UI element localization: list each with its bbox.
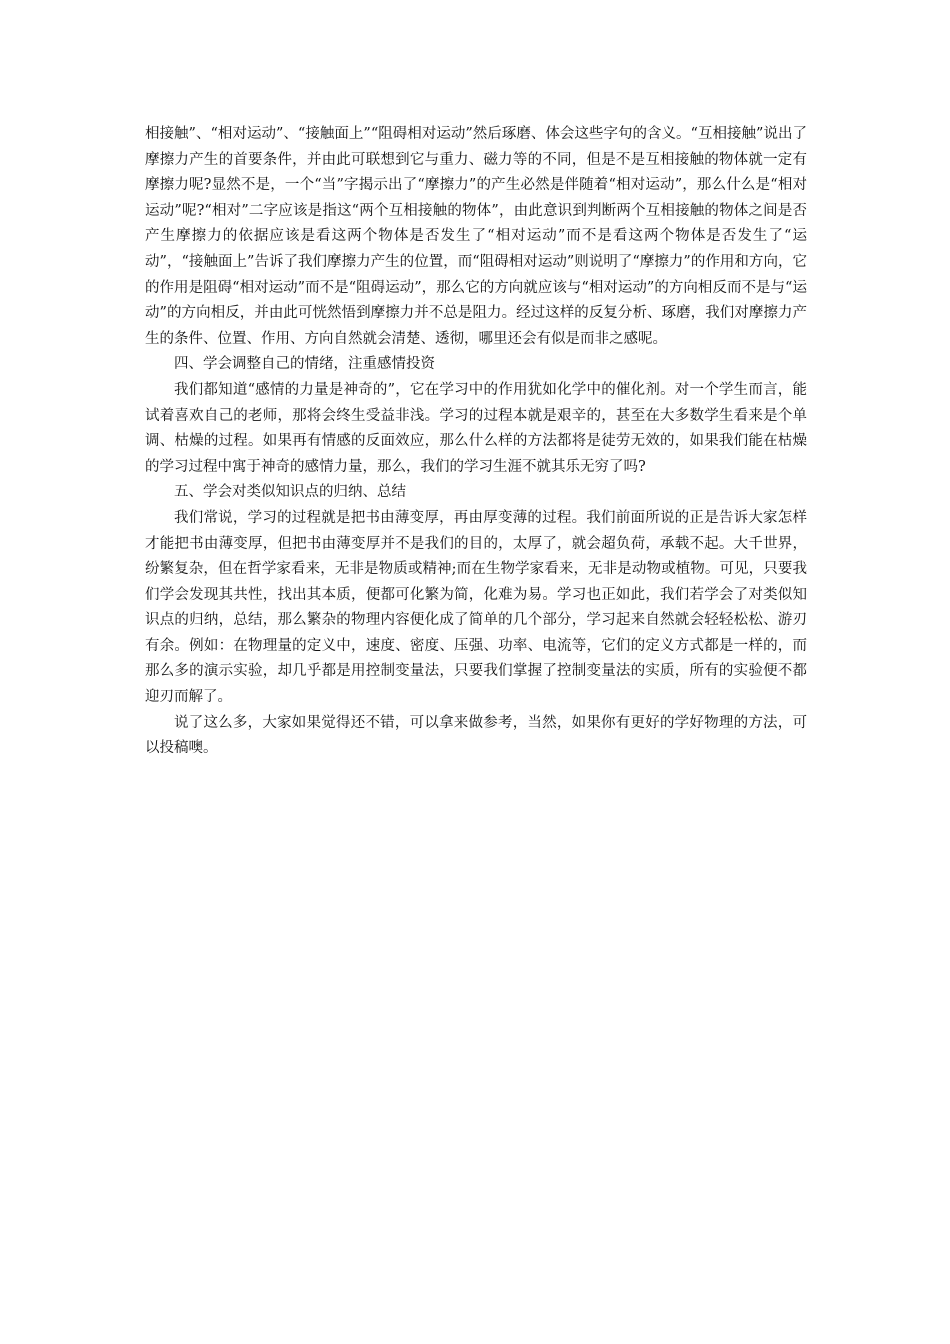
paragraph-summary: 我们常说，学习的过程就是把书由薄变厚，再由厚变薄的过程。我们前面所说的正是告诉大家怎样才能把书由薄变厚，但把书由薄变厚并不是我们的目的，太厚了，就会超负荷，承载不起。大千世界，纷繁复杂，但在哲学家看来，无非是物质或精神;而在生物学家看来，无非是动物或植物。可见，只要我们学会发现其共性，找出其本质，便都可化繁为简，化难为易。学习也正如此，我们若学会了对类似知识点的归纳，总结，那么繁杂的物理内容便化成了简单的几个部分，学习起来自然就会轻轻松松、游刃有余。例如：在物理量的定义中，速度、密度、压强、功率、电流等，它们的定义方式都是一样的，而那么多的演示实验，却几乎都是用控制变量法，只要我们掌握了控制变量法的实质，所有的实验便不都迎刃而解了。 [145,509,807,706]
paragraph-closing: 说了这么多，大家如果觉得还不错，可以拿来做参考，当然，如果你有更好的学好物理的方法，可以投稿噢。 [145,714,807,757]
section-heading-4: 四、学会调整自己的情绪，注重感情投资 [174,356,435,373]
section-heading-5: 五、学会对类似知识点的归纳、总结 [174,484,406,501]
paragraph-friction-analysis: 相接触”、“相对运动”、“接触面上”“阻碍相对运动”然后琢磨、体会这些字句的含义。“互相接触”说出了摩擦力产生的首要条件，并由此可联想到它与重力、磁力等的不同，但是不是互相接触的物体就一定有摩擦力呢?显然不是，一个“当”字揭示出了“摩擦力”的产生必然是伴随着“相对运动”，那么什么是“相对运动”呢?“相对”二字应该是指这“两个互相接触的物体”，由此意识到判断两个互相接触的物体之间是否产生摩擦力的依据应该是看这两个物体是否发生了“相对运动”而不是看这两个物体是否发生了“运动”，“接触面上”告诉了我们摩擦力产生的位置，而“阻碍相对运动”则说明了“摩擦力”的作用和方向，它的作用是阻碍“相对运动”而不是“阻碍运动”，那么它的方向就应该与“相对运动”的方向相反而不是与“运动”的方向相反，并由此可恍然悟到摩擦力并不总是阻力。经过这样的反复分析、琢磨，我们对摩擦力产生的条件、位置、作用、方向自然就会清楚、透彻，哪里还会有似是而非之感呢。 [145,126,807,347]
document-body [145,122,807,762]
paragraph-emotion: 我们都知道“感情的力量是神奇的”，它在学习中的作用犹如化学中的催化剂。对一个学生而言，能试着喜欢自己的老师，那将会终生受益非浅。学习的过程本就是艰辛的，甚至在大多数学生看来是个单调、枯燥的过程。如果再有情感的反面效应，那么什么样的方法都将是徒劳无效的，如果我们能在枯燥的学习过程中寓于神奇的感情力量，那么，我们的学习生涯不就其乐无穷了吗? [145,381,807,475]
